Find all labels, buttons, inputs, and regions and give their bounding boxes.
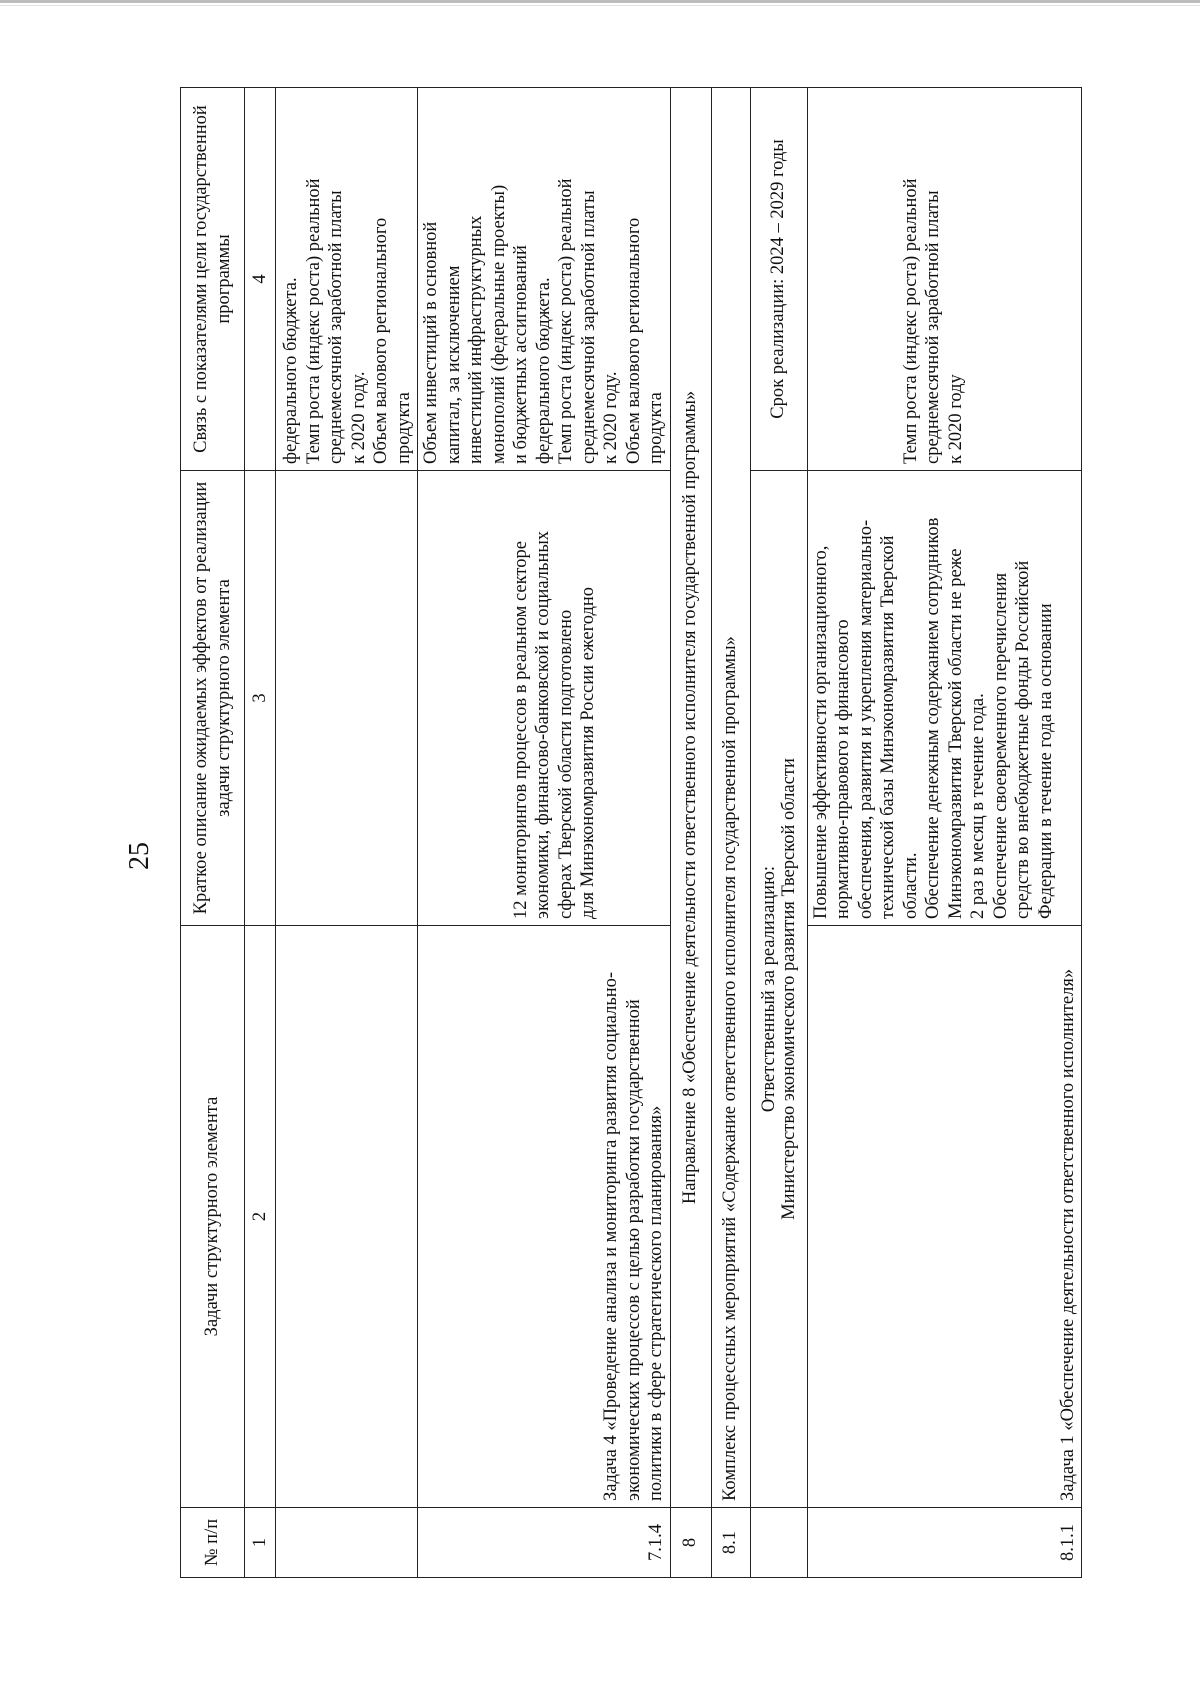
effect-text-clip xyxy=(810,477,1056,919)
complex-title: Комплекс процессных мероприятий «Содержание ответственного исполнителя государственной программы» xyxy=(711,88,750,1508)
rotated-table-sheet xyxy=(180,88,1082,1578)
link-line: среднемесячной заработной платы xyxy=(578,190,599,464)
effect-cell xyxy=(807,471,1082,926)
link-line: Объем инвестиций в основной xyxy=(421,221,441,464)
effect-line: Минэкономразвития Тверской области не реже xyxy=(945,548,966,919)
link-line: среднемесячной заработной платы xyxy=(923,190,943,464)
column-number: 4 xyxy=(245,88,276,471)
row-7-1-4 xyxy=(418,88,671,1578)
link-cell xyxy=(418,88,671,471)
link-line: Объем валового регионального xyxy=(371,217,391,464)
page-number: 25 xyxy=(124,842,155,870)
structural-elements-table xyxy=(180,87,1082,1578)
header-col-number: № п/п xyxy=(181,1508,245,1578)
link-line: инвестиций инфраструктурных xyxy=(466,215,486,464)
effect-line: области. xyxy=(900,852,921,919)
effect-line: 2 раз в месяц в течение года. xyxy=(968,693,988,919)
column-number: 2 xyxy=(245,926,276,1508)
link-line: Темп роста (индекс роста) реальной xyxy=(303,178,324,464)
header-col-link: Связь с показателями цели государственной программы xyxy=(181,88,245,471)
effect-line: экономики, финансово-банковской и социальных xyxy=(533,530,553,919)
scan-edge xyxy=(0,0,1200,3)
row-8-1-1 xyxy=(807,88,1082,1578)
responsible-org: Министерство экономического развития Тверской области xyxy=(778,758,799,1220)
link-line: Темп роста (индекс роста) реальной xyxy=(556,178,576,464)
row-number: 8 xyxy=(670,1508,711,1578)
link-line: Объем валового регионального xyxy=(623,217,644,464)
continuation-row xyxy=(276,88,418,1578)
direction-title: Направление 8 «Обеспечение деятельности ответственного исполнителя государственной программы» xyxy=(670,88,711,1508)
link-line: и бюджетных ассигнований xyxy=(511,245,531,464)
effect-line: средств во внебюджетные фонды Российской xyxy=(1013,560,1033,919)
responsible-row xyxy=(750,88,807,1578)
link-line: капитал, за исключением xyxy=(443,265,464,464)
task-cell: Задача 1 «Обеспечение деятельности ответственного исполнителя» xyxy=(807,926,1082,1508)
empty-cell xyxy=(276,471,418,926)
effect-line: для Минэкономразвития России ежегодно xyxy=(578,586,598,919)
task-cell: Задача 4 «Проведение анализа и мониторинга развития социально-экономических процессов с целью разработки государственной политики в сфере стратегического планирования» xyxy=(418,926,671,1508)
row-number: 8.1.1 xyxy=(807,1508,1082,1578)
effect-line: 12 мониторингов процессов в реальном секторе xyxy=(510,541,531,919)
link-line: к 2020 году xyxy=(945,374,966,464)
link-cell xyxy=(276,88,418,471)
effect-line: Обеспечение своевременного перечисления xyxy=(990,572,1011,919)
empty-cell xyxy=(276,926,418,1508)
column-number-row xyxy=(245,88,276,1578)
scan-edge-shadow xyxy=(0,5,1200,6)
empty-cell xyxy=(750,1508,807,1578)
link-line: федерального бюджета. xyxy=(533,277,554,464)
effect-line: обеспечения, развития и укрепления материально- xyxy=(855,519,876,919)
link-line: к 2020 году. xyxy=(601,371,621,464)
effect-cell xyxy=(418,471,671,926)
effect-line: Обеспечение денежным содержанием сотрудников xyxy=(923,517,943,919)
link-line: монополий (федеральные проекты) xyxy=(488,184,509,464)
responsible-label: Ответственный за реализацию: xyxy=(758,865,779,1113)
column-number: 3 xyxy=(245,471,276,926)
effect-line: Повышение эффективности организационного, xyxy=(810,545,831,919)
row-8-1-complex xyxy=(711,88,750,1578)
link-line: к 2020 году. xyxy=(348,371,369,464)
effect-line: сферах Тверской области подготовлено xyxy=(555,609,576,919)
effect-line: технической базы Минэкономразвития Тверской xyxy=(878,535,898,919)
link-line: продукта xyxy=(393,392,414,464)
row-number: 8.1 xyxy=(711,1508,750,1578)
link-line: Темп роста (индекс роста) реальной xyxy=(900,178,921,464)
responsible-cell xyxy=(750,471,807,1508)
empty-cell xyxy=(276,1508,418,1578)
header-row xyxy=(181,88,245,1578)
term-cell: Срок реализации: 2024 – 2029 годы xyxy=(750,88,807,471)
header-col-effects: Краткое описание ожидаемых эффектов от реализации задачи структурного элемента xyxy=(181,471,245,926)
row-number: 7.1.4 xyxy=(418,1508,671,1578)
link-line: продукта xyxy=(646,392,666,464)
effect-line: нормативно-правового и финансового xyxy=(833,619,853,919)
link-line: среднемесячной заработной платы xyxy=(326,190,346,464)
column-number: 1 xyxy=(245,1508,276,1578)
link-cell xyxy=(807,88,1082,471)
link-line: федерального бюджета. xyxy=(281,277,301,464)
row-8-direction xyxy=(670,88,711,1578)
effect-line: Федерации в течение года на основании xyxy=(1035,603,1056,919)
header-col-tasks: Задачи структурного элемента xyxy=(181,926,245,1508)
